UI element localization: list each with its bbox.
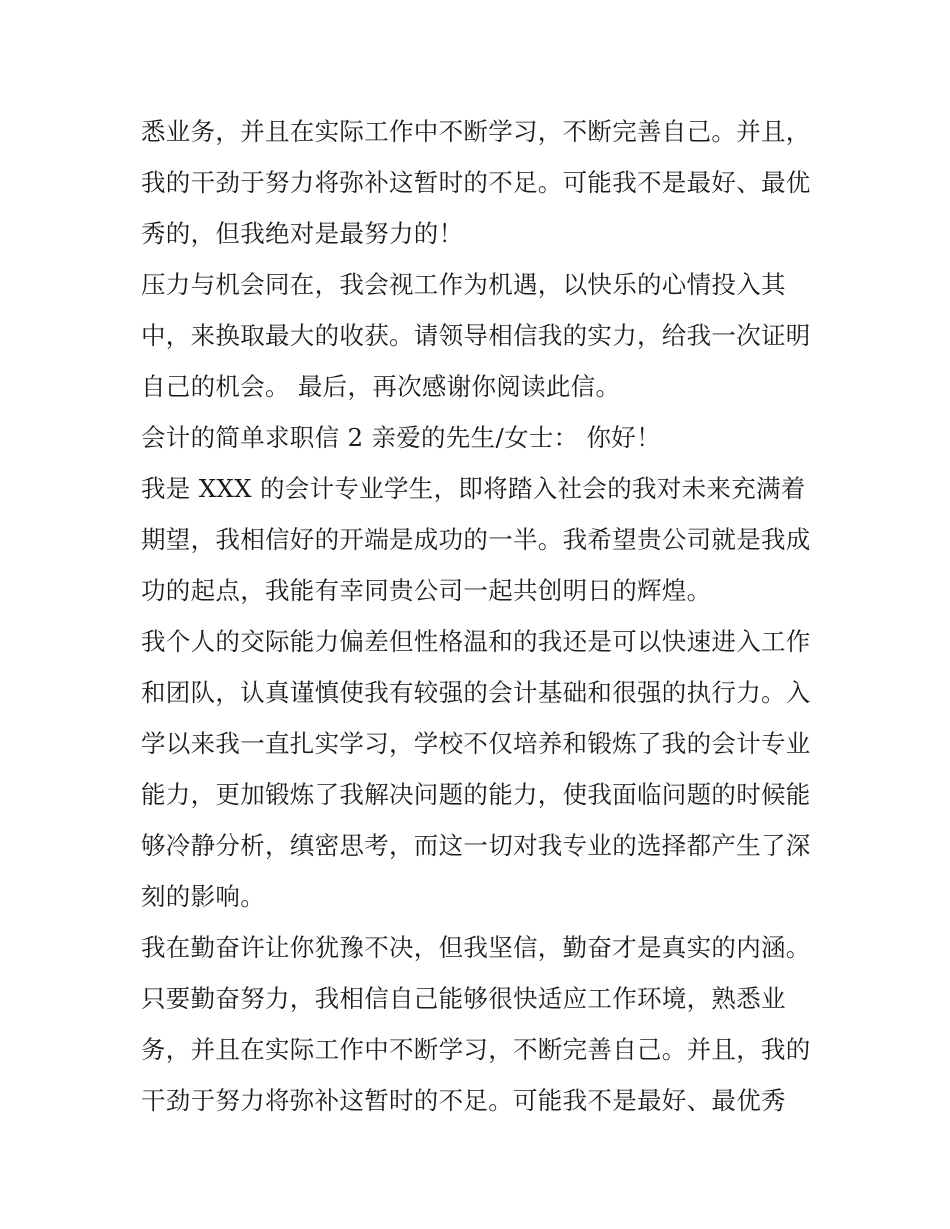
text-line: 压力与机会同在，我会视工作为机遇，以快乐的心情投入其	[141, 270, 786, 299]
text-line: 秀的，但我绝对是最努力的！	[141, 219, 464, 248]
text-line: 悉业务，并且在实际工作中不断学习，不断完善自己。并且，	[141, 117, 811, 146]
document-body	[141, 106, 821, 1126]
text-line: 务，并且在实际工作中不断学习，不断完善自己。并且，我的	[141, 1035, 811, 1064]
text-line: 我在勤奋许让你犹豫不决，但我坚信，勤奋才是真实的内涵。	[141, 933, 811, 962]
text-line: 能力，更加锻炼了我解决问题的能力，使我面临问题的时候能	[141, 780, 811, 809]
text-line: 功的起点，我能有幸同贵公司一起共创明日的辉煌。	[141, 576, 712, 605]
text-line: 学以来我一直扎实学习，学校不仅培养和锻炼了我的会计专业	[141, 729, 811, 758]
text-line: 干劲于努力将弥补这暂时的不足。可能我不是最好、最优秀	[141, 1086, 786, 1115]
text-line: 我的干劲于努力将弥补这暂时的不足。可能我不是最好、最优	[141, 168, 811, 197]
text-line: 只要勤奋努力，我相信自己能够很快适应工作环境，熟悉业	[141, 984, 786, 1013]
text-line: 刻的影响。	[141, 882, 265, 911]
text-line: 期望，我相信好的开端是成功的一半。我希望贵公司就是我成	[141, 525, 811, 554]
text-line: 我是 XXX 的会计专业学生，即将踏入社会的我对未来充满着	[141, 474, 806, 503]
text-line: 自己的机会。 最后，再次感谢你阅读此信。	[141, 372, 621, 401]
text-line: 和团队，认真谨慎使我有较强的会计基础和很强的执行力。入	[141, 678, 811, 707]
text-line: 中，来换取最大的收获。请领导相信我的实力，给我一次证明	[141, 321, 811, 350]
text-line: 我个人的交际能力偏差但性格温和的我还是可以快速进入工作	[141, 627, 811, 656]
letter-heading: 会计的简单求职信 2 亲爱的先生/女士： 你好！	[141, 423, 661, 452]
text-line: 够冷静分析，缜密思考，而这一切对我专业的选择都产生了深	[141, 831, 811, 860]
